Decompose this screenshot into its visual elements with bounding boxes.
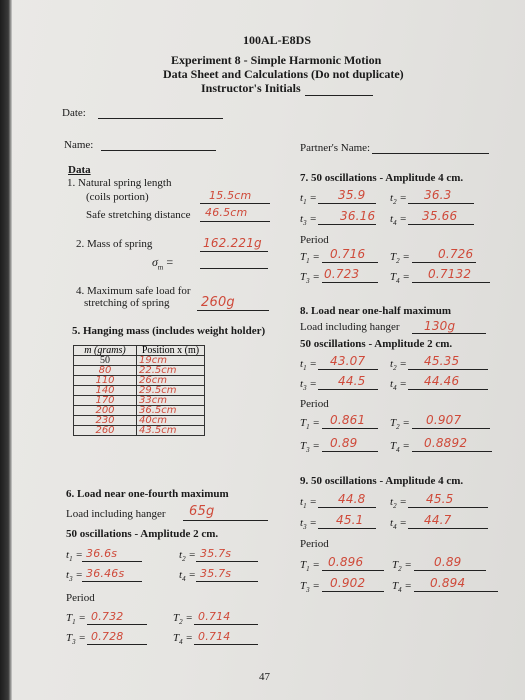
sigma-label — [152, 256, 173, 271]
s7-t4-label: $t_4$ = — [390, 213, 407, 228]
position-cell[interactable]: 33cm — [137, 396, 205, 406]
s6-T3-line[interactable] — [87, 644, 147, 645]
s9-t4-label: $t_4$ = — [390, 517, 407, 532]
mass-cell[interactable]: 200 — [74, 406, 137, 416]
mass-cell[interactable]: 80 — [74, 366, 137, 376]
s9-T4-line[interactable] — [414, 591, 498, 592]
s7-t2-value: 36.3 — [424, 188, 452, 202]
page-shadow-edge — [0, 0, 12, 700]
s6-t2-label: $t_2$ = — [179, 549, 196, 564]
position-cell[interactable]: 36.5cm — [137, 406, 205, 416]
sigma-subscript: m — [157, 263, 164, 272]
s9-heading: 9. 50 oscillations - Amplitude 4 cm. — [300, 475, 464, 487]
s9-t2-label: $t_2$ = — [390, 496, 407, 511]
s6-T4-line[interactable] — [194, 644, 258, 645]
safe-stretch-label: Safe stretching distance — [86, 209, 191, 221]
s6-heading: 6. Load near one-fourth maximum — [66, 488, 229, 500]
position-cell[interactable]: 19cm — [137, 356, 205, 366]
s7-t4-value: 35.66 — [422, 209, 458, 223]
s6-osc-label: 50 oscillations - Amplitude 2 cm. — [66, 528, 219, 540]
page-number: 47 — [259, 671, 270, 683]
mass-cell[interactable]: 170 — [74, 396, 137, 406]
safe-stretch-value: 46.5cm — [205, 206, 248, 219]
sigma-symbol: σ — [152, 255, 158, 269]
s8-t3-line[interactable] — [318, 389, 378, 390]
s8-osc-label: 50 oscillations - Amplitude 2 cm. — [300, 338, 453, 350]
s7-T4-line[interactable] — [412, 282, 490, 283]
s6-T3-label: $T_3$ = — [66, 632, 86, 647]
s9-T1-value: 0.896 — [328, 555, 364, 569]
mass-cell[interactable]: 230 — [74, 416, 137, 426]
s9-T3-line[interactable] — [322, 591, 384, 592]
name-label: Name: — [64, 139, 94, 151]
s7-t1-value: 35.9 — [338, 188, 366, 202]
s7-T1-line[interactable] — [322, 262, 378, 263]
sheet-subtitle: Data Sheet and Calculations (Do not duplicate) — [163, 67, 404, 81]
s8-T2-value: 0.907 — [426, 413, 462, 427]
s9-T3-value: 0.902 — [330, 576, 366, 590]
s8-t4-label: $t_4$ = — [390, 378, 407, 393]
spring-mass-line[interactable] — [200, 251, 268, 252]
s9-t2-line[interactable] — [408, 507, 488, 508]
s7-t3-label: $t_3$ = — [300, 213, 317, 228]
s6-T3-value: 0.728 — [91, 630, 124, 643]
position-column-header: Position x (m) — [137, 346, 205, 356]
s7-T1-value: 0.716 — [330, 247, 366, 261]
s8-t1-label: $t_1$ = — [300, 358, 317, 373]
s6-t2-value: 35.7s — [200, 547, 232, 560]
s9-t1-line[interactable] — [318, 507, 376, 508]
mass-cell[interactable]: 50 — [74, 356, 137, 366]
s9-t3-value: 45.1 — [336, 513, 364, 527]
s8-T2-label: $T_2$ = — [390, 417, 410, 432]
s6-T2-value: 0.714 — [198, 610, 231, 623]
s8-hanger-line[interactable] — [412, 333, 486, 334]
s8-heading: 8. Load near one-half maximum — [300, 305, 452, 317]
hanging-mass-table — [73, 345, 205, 436]
s7-T3-label: $T_3$ = — [300, 271, 320, 286]
s8-t1-line[interactable] — [318, 369, 378, 370]
s6-period-label: Period — [66, 592, 95, 604]
partner-name-label: Partner's Name: — [300, 142, 371, 154]
s7-t2-line[interactable] — [408, 203, 474, 204]
safe-stretch-line[interactable] — [200, 221, 270, 222]
s9-t4-value: 44.7 — [424, 513, 452, 527]
coils-portion-label: (coils portion) — [86, 191, 149, 203]
s8-t2-value: 45.35 — [424, 354, 460, 368]
spring-mass-value: 162.221g — [203, 236, 262, 250]
s6-T4-label: $T_4$ = — [173, 632, 193, 647]
s8-T4-line[interactable] — [412, 451, 492, 452]
s7-period-label: Period — [300, 234, 329, 246]
s6-t1-line[interactable] — [82, 561, 142, 562]
s6-T2-line[interactable] — [194, 624, 258, 625]
mass-column-header: m (grams) — [74, 346, 137, 356]
position-cell[interactable]: 26cm — [137, 376, 205, 386]
s6-t3-value: 36.46s — [86, 567, 125, 580]
s6-t4-label: $t_4$ = — [179, 569, 196, 584]
table-row — [74, 426, 205, 436]
s7-t2-label: $t_2$ = — [390, 192, 407, 207]
s6-T2-label: $T_2$ = — [173, 612, 193, 627]
s7-T2-label: $T_2$ = — [390, 251, 410, 266]
instructor-initials-label: Instructor's Initials — [201, 81, 301, 95]
position-cell[interactable]: 43.5cm — [137, 426, 205, 436]
position-cell[interactable]: 40cm — [137, 416, 205, 426]
s7-t1-line[interactable] — [318, 203, 376, 204]
s9-T2-value: 0.89 — [434, 555, 462, 569]
s8-T1-label: $T_1$ = — [300, 417, 320, 432]
s8-T3-line[interactable] — [322, 451, 378, 452]
s9-T1-line[interactable] — [322, 570, 384, 571]
s8-period-label: Period — [300, 398, 329, 410]
s8-T1-line[interactable] — [322, 428, 378, 429]
table-row — [74, 366, 205, 376]
date-line[interactable] — [98, 118, 223, 119]
s8-t4-value: 44.46 — [424, 374, 460, 388]
hanging-mass-label: 5. Hanging mass (includes weight holder) — [72, 325, 266, 337]
s9-T3-label: $T_3$ = — [300, 580, 320, 595]
s8-t2-line[interactable] — [408, 369, 488, 370]
initials-line[interactable] — [305, 95, 373, 96]
natural-length-label: 1. Natural spring length — [67, 177, 172, 189]
s7-t3-line[interactable] — [318, 224, 376, 225]
sigma-equals: = — [166, 255, 174, 269]
s7-T3-line[interactable] — [322, 282, 378, 283]
max-load-value: 260g — [201, 295, 235, 310]
name-line[interactable] — [101, 150, 216, 151]
s8-T3-value: 0.89 — [330, 436, 358, 450]
max-load-label: 4. Maximum safe load for — [76, 285, 191, 297]
s9-t1-value: 44.8 — [338, 492, 366, 506]
position-cell[interactable]: 29.5cm — [137, 386, 205, 396]
course-code: 100AL-E8DS — [243, 33, 312, 47]
s7-T4-label: $T_4$ = — [390, 271, 410, 286]
s8-t3-label: $t_3$ = — [300, 378, 317, 393]
s9-t4-line[interactable] — [408, 528, 488, 529]
s8-t1-value: 43.07 — [330, 354, 366, 368]
s6-T1-label: $T_1$ = — [66, 612, 86, 627]
s8-T4-value: 0.8892 — [424, 436, 468, 450]
table-row — [74, 386, 205, 396]
s8-hanger-value: 130g — [424, 319, 456, 333]
s9-t3-label: $t_3$ = — [300, 517, 317, 532]
partner-name-line[interactable] — [372, 153, 489, 154]
s8-T2-line[interactable] — [412, 428, 490, 429]
s6-t1-value: 36.6s — [86, 547, 118, 560]
s6-t3-line[interactable] — [82, 581, 142, 582]
mass-cell[interactable]: 110 — [74, 376, 137, 386]
s9-T2-label: $T_2$ = — [392, 559, 412, 574]
max-load-sub: stretching of spring — [84, 297, 170, 309]
s6-t3-label: $t_3$ = — [66, 569, 83, 584]
natural-length-line[interactable] — [200, 203, 270, 204]
s7-t4-line[interactable] — [408, 224, 474, 225]
s6-t1-label: $t_1$ = — [66, 549, 83, 564]
s7-T4-value: 0.7132 — [428, 267, 472, 281]
s9-T2-line[interactable] — [414, 570, 486, 571]
s9-t2-value: 45.5 — [426, 492, 454, 506]
s8-t3-value: 44.5 — [338, 374, 366, 388]
spring-mass-label: 2. Mass of spring — [76, 238, 153, 250]
s7-t1-label: $t_1$ = — [300, 192, 317, 207]
s6-t4-line[interactable] — [196, 581, 258, 582]
s9-t3-line[interactable] — [318, 528, 376, 529]
table-row — [74, 356, 205, 366]
table-row — [74, 416, 205, 426]
s9-T1-label: $T_1$ = — [300, 559, 320, 574]
experiment-title: Experiment 8 - Simple Harmonic Motion — [171, 53, 382, 67]
s6-t2-line[interactable] — [196, 561, 258, 562]
mass-cell[interactable]: 140 — [74, 386, 137, 396]
data-heading: Data — [68, 164, 91, 176]
s9-T4-label: $T_4$ = — [392, 580, 412, 595]
s8-T1-value: 0.861 — [330, 413, 366, 427]
s6-T1-value: 0.732 — [91, 610, 124, 623]
s6-T4-value: 0.714 — [198, 630, 231, 643]
s7-t3-value: 36.16 — [340, 209, 376, 223]
s8-t2-label: $t_2$ = — [390, 358, 407, 373]
s6-hanger-value: 65g — [189, 504, 215, 519]
sigma-line[interactable] — [200, 268, 268, 269]
max-load-line[interactable] — [197, 310, 269, 311]
s7-heading: 7. 50 oscillations - Amplitude 4 cm. — [300, 172, 464, 184]
s8-hanger-label: Load including hanger — [300, 321, 400, 333]
table-row — [74, 406, 205, 416]
s7-T1-label: $T_1$ = — [300, 251, 320, 266]
mass-cell[interactable]: 260 — [74, 426, 137, 436]
table-row — [74, 376, 205, 386]
s8-t4-line[interactable] — [408, 389, 488, 390]
s9-period-label: Period — [300, 538, 329, 550]
s6-T1-line[interactable] — [87, 624, 147, 625]
s6-hanger-label: Load including hanger — [66, 508, 166, 520]
s9-T4-value: 0.894 — [430, 576, 466, 590]
s7-T2-line[interactable] — [412, 262, 476, 263]
s7-T2-value: 0.726 — [438, 247, 474, 261]
table-row — [74, 396, 205, 406]
position-cell[interactable]: 22.5cm — [137, 366, 205, 376]
date-label: Date: — [62, 107, 86, 119]
s9-t1-label: $t_1$ = — [300, 496, 317, 511]
s6-t4-value: 35.7s — [200, 567, 232, 580]
s8-T4-label: $T_4$ = — [390, 440, 410, 455]
natural-length-value: 15.5cm — [209, 189, 252, 202]
s7-T3-value: 0.723 — [324, 267, 360, 281]
s8-T3-label: $T_3$ = — [300, 440, 320, 455]
s6-hanger-line[interactable] — [183, 520, 268, 521]
